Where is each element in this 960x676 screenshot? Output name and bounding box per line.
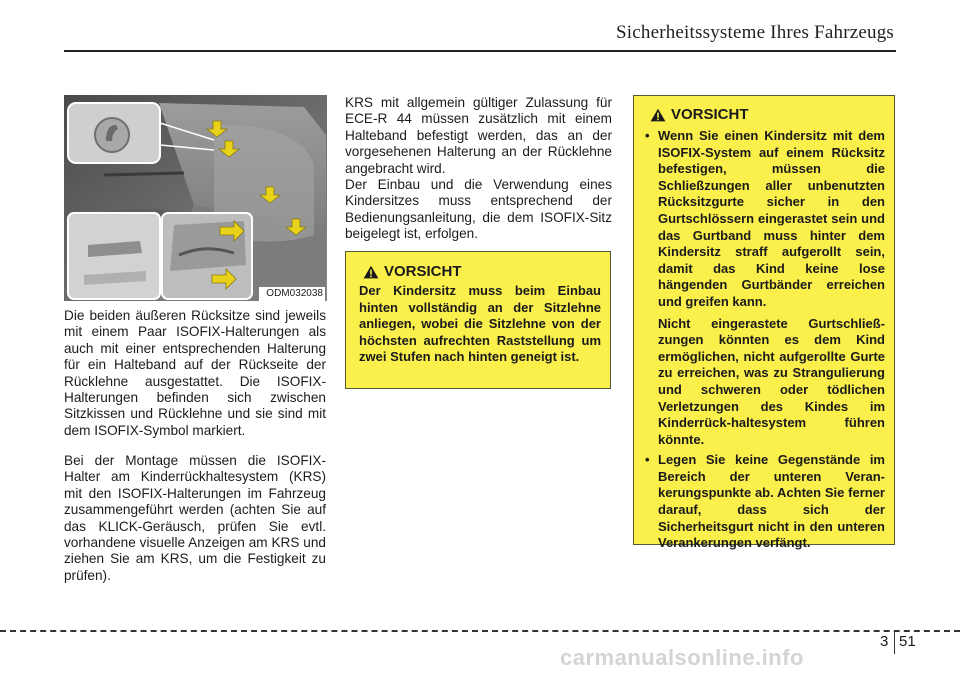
header-divider xyxy=(64,50,896,52)
section-title: Sicherheitssysteme Ihres Fahrzeugs xyxy=(615,22,894,43)
list-item xyxy=(644,452,885,552)
caution-item-subtext: Nicht eingerastete Gurtschließ-zungen könnten es dem Kind ermöglichen, nicht aufgerollte Gurte zu erreichen, was zu Strangulierung und schweren oder tödlichen Verletzungen des Kindes im Kinderrück-haltesystem führen könnte. xyxy=(658,315,885,447)
isofix-seat-figure xyxy=(64,95,327,301)
warning-triangle-icon xyxy=(363,265,379,279)
caution-item-text: Wenn Sie einen Kindersitz mit dem ISOFIX-System auf einem Rücksitz befestigen, müssen die Schließzungen aller unbenutzten Rücksitzgurte sicher in den Gurtschlössern eingerastet sein und das Gurtband muss hinter dem Kindersitz straff aufgerollt sein, damit das Kind keine lose hängenden Gurtbänder erreichen und greifen kann. xyxy=(658,128,885,309)
caution-title: VORSICHT xyxy=(671,106,749,123)
paragraph: Bei der Montage müssen die ISOFIX-Halter am Kinderrückhaltesystem (KRS) mit den ISOFIX-Halterungen im Fahrzeug zusammengeführt werden (achten Sie auf das KLICK-Geräusch, prüfen Sie evtl. vorhandene visuelle Anzeigen am KRS und ziehen Sie am KRS, um die Festigkeit zu prüfen). xyxy=(64,453,326,583)
caution-list xyxy=(644,128,885,552)
caution-item-text: Legen Sie keine Gegenstände im Bereich der unteren Veran-kerungspunkte ab. Achten Sie ferner darauf, dass sich der Sicherheitsgurt nicht in den unteren Verankerungen verfängt. xyxy=(658,452,885,551)
caution-box xyxy=(345,251,611,389)
caution-title: VORSICHT xyxy=(384,263,462,280)
paragraph: Die beiden äußeren Rücksitze sind jeweils mit einem Paar ISOFIX-Halterungen als auch mit einer entsprechenden Halterung für ein Halteband auf der Rückseite der Rücklehne ausgestattet. Die ISOFIX-Halterungen befinden sich zwischen Sitzkissen und Rücklehne und sie sind mit dem ISOFIX-Symbol markiert. xyxy=(64,308,326,438)
watermark: carmanualsonline.info xyxy=(560,645,804,670)
chapter-number: 3 xyxy=(880,633,889,650)
page-number: 51 xyxy=(899,633,916,650)
footer-divider xyxy=(0,630,960,632)
paragraph: KRS mit allgemein gültiger Zulassung für ECE-R 44 müssen zusätzlich mit einem Halteband befestigt werden, das an der vorgesehenen Halterung an der Rücklehne angebracht wird. xyxy=(345,95,612,176)
caution-heading xyxy=(363,263,601,280)
bullet: • xyxy=(645,452,650,468)
bullet: • xyxy=(645,128,650,143)
caution-text: Der Kindersitz muss beim Einbau hinten vollständig an der Sitzlehne anliegen, wobei die Sitzlehne von der höchsten aufrechten Raststellung um zwei Stufen nach hinten geneigt ist. xyxy=(359,283,601,365)
page-number-divider xyxy=(894,632,895,654)
figure-code: ODM032038 xyxy=(259,287,325,301)
list-item xyxy=(644,128,885,448)
seat-illustration xyxy=(64,95,327,301)
caution-box-large xyxy=(633,95,895,551)
paragraph: Der Einbau und die Verwendung eines Kindersitzes muss entsprechend der Bedienungsanleitung, die dem ISOFIX-Sitz beigelegt ist, erfolgen. xyxy=(345,177,612,242)
caution-heading xyxy=(650,106,885,123)
warning-triangle-icon xyxy=(650,108,666,122)
